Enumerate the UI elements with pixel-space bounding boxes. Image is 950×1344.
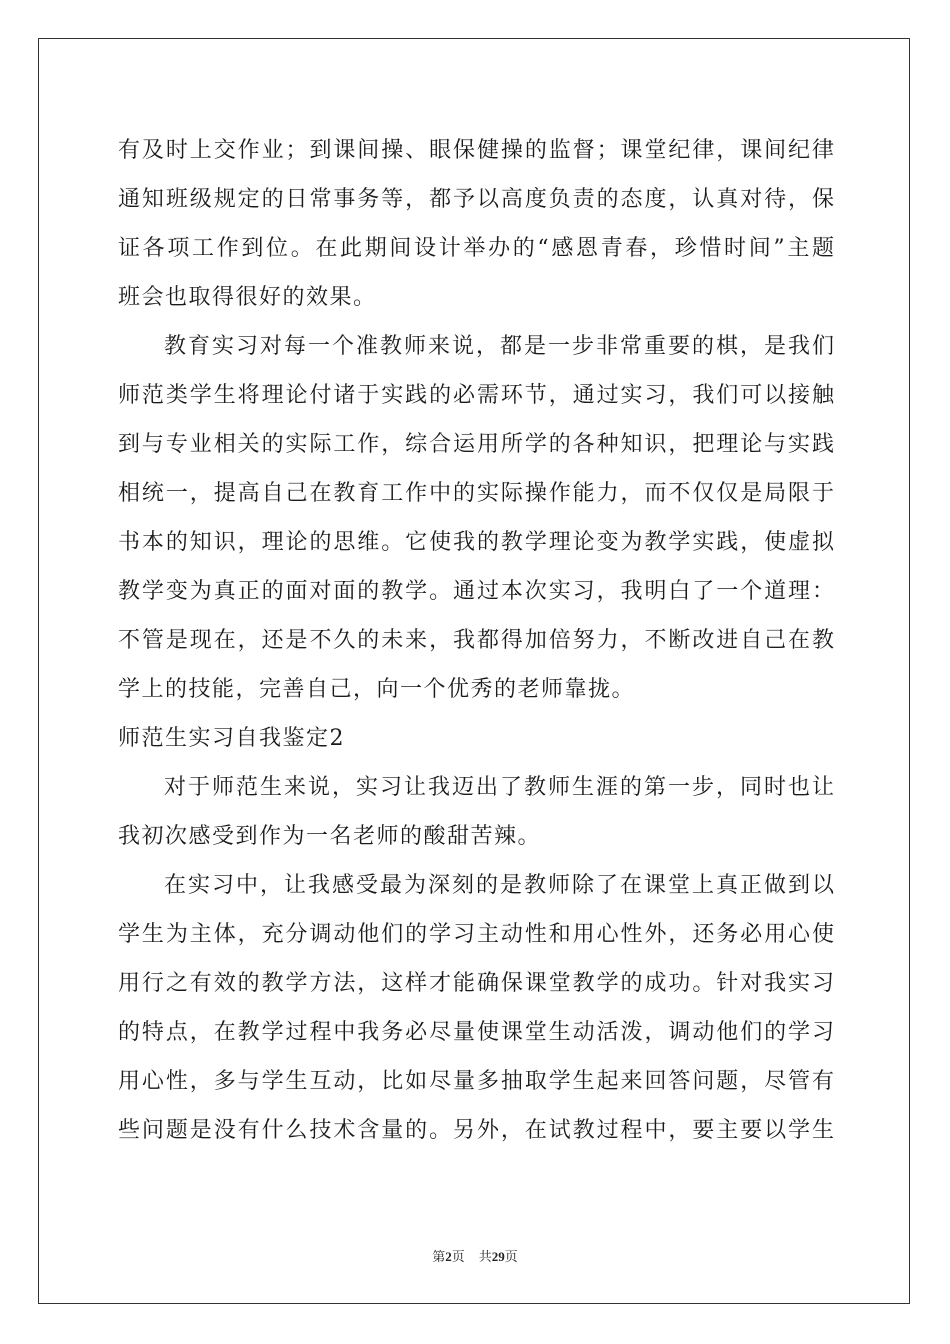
total-prefix: 共 [478, 1249, 492, 1264]
text-line: 到与专业相关的实际工作，综合运用所学的各种知识，把理论与实践 [118, 432, 834, 457]
paragraph-first-line: 教育实习对每一个准教师来说，都是一步非常重要的棋，是我们 [164, 334, 834, 359]
total-pages: 29 [491, 1249, 505, 1264]
text-line: 用行之有效的教学方法，这样才能确保课堂教学的成功。针对我实习 [118, 971, 834, 996]
paragraph-first-line: 对于师范生来说，实习让我迈出了教师生涯的第一步，同时也让 [164, 775, 834, 800]
text-line: 不管是现在，还是不久的未来，我都得加倍努力，不断改进自己在教 [118, 628, 834, 653]
section-heading: 师范生实习自我鉴定2 [118, 726, 345, 751]
text-line: 用心性，多与学生互动，比如尽量多抽取学生起来回答问题，尽管有 [118, 1069, 834, 1094]
text-line: 通知班级规定的日常事务等，都予以高度负责的态度，认真对待，保 [118, 187, 834, 212]
text-line: 学上的技能，完善自己，向一个优秀的老师靠拢。 [118, 677, 636, 702]
total-suffix: 页 [504, 1249, 518, 1264]
paragraph-first-line: 在实习中，让我感受最为深刻的是教师除了在课堂上真正做到以 [164, 873, 834, 898]
text-line: 有及时上交作业；到课间操、眼保健操的监督；课堂纪律，课间纪律 [118, 138, 834, 163]
text-line: 师范类学生将理论付诸于实践的必需环节，通过实习，我们可以接触 [118, 383, 834, 408]
text-line: 相统一，提高自己在教育工作中的实际操作能力，而不仅仅是局限于 [118, 481, 834, 506]
text-line: 学生为主体，充分调动他们的学习主动性和用心性外，还务必用心使 [118, 922, 834, 947]
text-line: 证各项工作到位。在此期间设计举办的“感恩青春，珍惜时间”主题 [118, 236, 834, 261]
text-line: 的特点，在教学过程中我务必尽量使课堂生动活泼，调动他们的学习 [118, 1020, 834, 1045]
text-line: 班会也取得很好的效果。 [118, 285, 377, 310]
page-number: 2 [445, 1249, 452, 1264]
document-body [118, 126, 834, 1155]
text-line: 教学变为真正的面对面的教学。通过本次实习，我明白了一个道理： [118, 579, 834, 604]
page-footer [0, 1246, 950, 1265]
page-suffix: 页 [451, 1249, 465, 1264]
text-line: 我初次感受到作为一名老师的酸甜苦辣。 [118, 824, 542, 849]
text-line: 书本的知识，理论的思维。它使我的教学理论变为教学实践，使虚拟 [118, 530, 834, 555]
text-line: 些问题是没有什么技术含量的。另外，在试教过程中，要主要以学生 [118, 1118, 834, 1143]
page-prefix: 第 [432, 1249, 446, 1264]
